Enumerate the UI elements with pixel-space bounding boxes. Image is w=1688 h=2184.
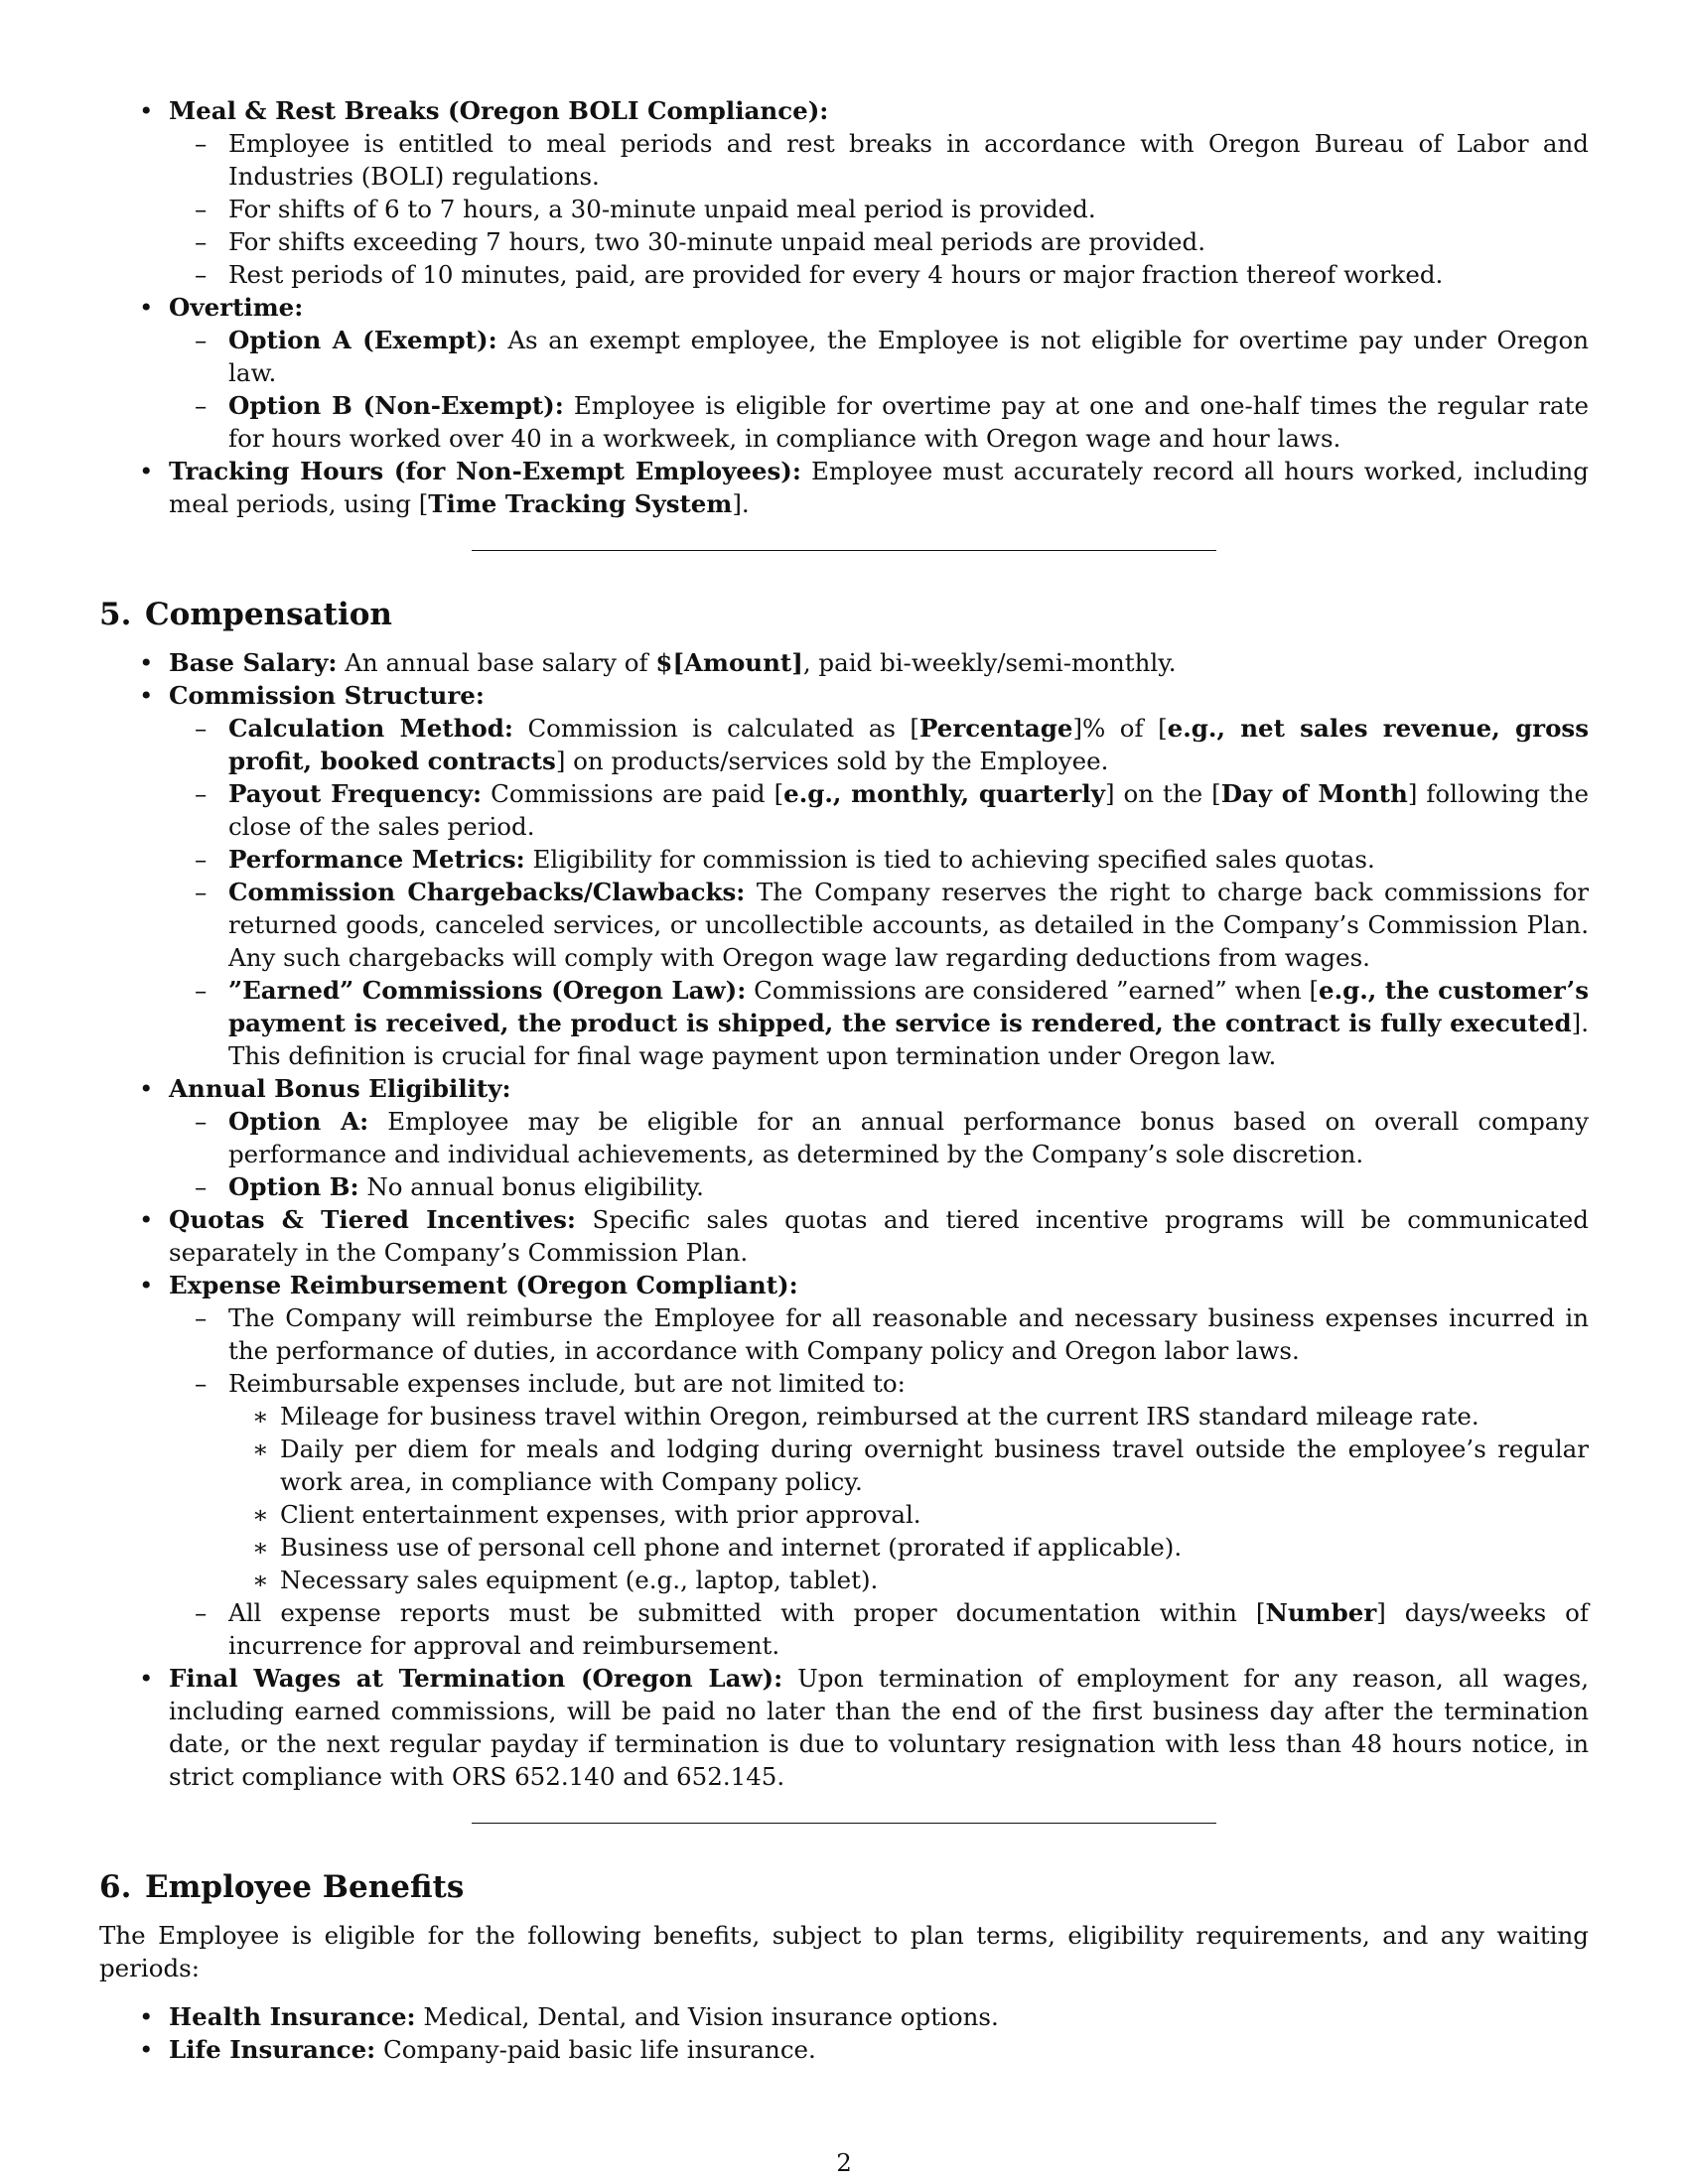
sublist-item: [99, 324, 1589, 389]
option-a-text: As an exempt employee, the Employee is not eligible for overtime pay under Oregon law.: [228, 326, 1589, 387]
text: ]. This definition is crucial for final wage payment upon termination under Oregon law.: [228, 1009, 1589, 1070]
expense-item-text: Client entertainment expenses, with prior approval.: [280, 1500, 921, 1529]
breaks-item-text: For shifts of 6 to 7 hours, a 30-minute unpaid meal period is provided.: [228, 195, 1096, 223]
asterisk-icon: ∗: [252, 1402, 269, 1431]
sublist-item: [99, 127, 1589, 193]
option-a-label: Option A (Exempt):: [228, 326, 497, 354]
text: , paid bi-weekly/semi-monthly.: [802, 648, 1177, 677]
commission-label: Commission Structure:: [169, 681, 485, 710]
dash-icon: –: [195, 845, 208, 874]
bracket: ].: [732, 489, 750, 518]
dash-icon: –: [195, 227, 208, 256]
list-item-health: [99, 2000, 1589, 2033]
sublist-item: [99, 389, 1589, 455]
tracking-system: Time Tracking System: [428, 489, 733, 518]
text: Reimbursable expenses include, but are not limited to:: [228, 1369, 906, 1398]
breaks-item-text: For shifts exceeding 7 hours, two 30-minute unpaid meal periods are provided.: [228, 227, 1206, 256]
text: ] on products/services sold by the Employee.: [555, 747, 1109, 775]
list-item-overtime: [99, 291, 1589, 324]
breaks-item-text: Employee is entitled to meal periods and rest breaks in accordance with Oregon Bureau of Labor and Industries (BOLI) regulations.: [228, 129, 1589, 191]
asterisk-icon: ∗: [252, 1434, 269, 1463]
quotas-label: Quotas & Tiered Incentives:: [169, 1205, 576, 1234]
base-salary-amount: $[Amount]: [655, 648, 803, 677]
final-wages-label: Final Wages at Termination (Oregon Law):: [169, 1664, 783, 1693]
sublist-item: [99, 225, 1589, 258]
bonus-label: Annual Bonus Eligibility:: [169, 1074, 511, 1103]
sublist-item: [99, 843, 1589, 876]
bracket: [: [418, 489, 429, 518]
bonus-a-label: Option A:: [228, 1107, 369, 1136]
subsublist-item: [99, 1564, 1589, 1596]
text: Eligibility for commission is tied to achieving specified sales quotas.: [524, 845, 1375, 874]
text: Commissions are considered ”earned” when [: [746, 976, 1320, 1005]
dash-icon: –: [195, 129, 208, 158]
expense-reports-number: Number: [1265, 1598, 1377, 1627]
bullet-icon: •: [139, 2002, 154, 2031]
sublist-item: [99, 876, 1589, 974]
chargeback-label: Commission Chargebacks/Clawbacks:: [228, 878, 746, 906]
calc-basis: e.g., net sales revenue, gross profit, booked contracts: [228, 714, 1589, 775]
dash-icon: –: [195, 976, 208, 1005]
tracking-text: Employee must accurately record all hours worked, including meal periods, using: [169, 457, 1589, 518]
option-b-label: Option B (Non-Exempt):: [228, 391, 564, 420]
section-number: 5.: [99, 597, 132, 632]
payout-label: Payout Frequency:: [228, 779, 483, 808]
list-item-base-salary: [99, 646, 1589, 679]
sublist-item: [99, 1367, 1589, 1400]
list-item-expense: [99, 1269, 1589, 1301]
expense-item-text: Daily per diem for meals and lodging during overnight business travel outside the employee’s regular work area, in compliance with Company policy.: [280, 1434, 1589, 1496]
tracking-label: Tracking Hours (for Non-Exempt Employees):: [169, 457, 801, 485]
text: Specific sales quotas and tiered incentive programs will be communicated separately in the Company’s Commission Plan.: [169, 1205, 1589, 1267]
sublist-item: [99, 258, 1589, 291]
subsublist-item: [99, 1433, 1589, 1498]
sublist-item: [99, 1170, 1589, 1203]
calc-label: Calculation Method:: [228, 714, 513, 743]
list-item-tracking: [99, 455, 1589, 520]
sublist-item: [99, 1105, 1589, 1170]
expense-item-text: Mileage for business travel within Oregon, reimbursed at the current IRS standard mileage rate.: [280, 1402, 1479, 1431]
payout-day: Day of Month: [1220, 779, 1408, 808]
dash-icon: –: [195, 326, 208, 354]
bullet-icon: •: [139, 1074, 154, 1103]
sublist-item: [99, 1596, 1589, 1662]
dash-icon: –: [195, 1107, 208, 1136]
expense-item-text: Business use of personal cell phone and internet (prorated if applicable).: [280, 1533, 1183, 1562]
payout-frequency: e.g., monthly, quarterly: [783, 779, 1105, 808]
sublist-item: [99, 777, 1589, 843]
text: The Company will reimburse the Employee for all reasonable and necessary business expenses incurred in the performance of duties, in accordance with Company policy and Oregon labor laws.: [228, 1303, 1589, 1365]
list-item-quotas: [99, 1203, 1589, 1269]
expense-label: Expense Reimbursement (Oregon Compliant):: [169, 1271, 798, 1299]
bullet-icon: •: [139, 681, 154, 710]
bullet-icon: •: [139, 293, 154, 322]
dash-icon: –: [195, 779, 208, 808]
dash-icon: –: [195, 260, 208, 289]
text: ] following the close of the sales period.: [228, 779, 1589, 841]
section-number: 6.: [99, 1869, 132, 1905]
overtime-label: Overtime:: [169, 293, 304, 322]
sublist-item: [99, 712, 1589, 777]
breaks-label: Meal & Rest Breaks (Oregon BOLI Compliance):: [169, 96, 829, 125]
text: ] days/weeks of incurrence for approval and reimbursement.: [228, 1598, 1589, 1660]
bullet-icon: •: [139, 2035, 154, 2064]
text: Company-paid basic life insurance.: [375, 2035, 816, 2064]
asterisk-icon: ∗: [252, 1533, 269, 1562]
text: Commissions are paid [: [482, 779, 784, 808]
expense-item-text: Necessary sales equipment (e.g., laptop, tablet).: [280, 1566, 879, 1594]
text: ] on the [: [1104, 779, 1221, 808]
list-item-life: [99, 2033, 1589, 2066]
page-number: 2: [836, 2148, 852, 2177]
subsublist-item: [99, 1498, 1589, 1531]
dash-icon: –: [195, 1598, 208, 1627]
list-item-final-wages: [99, 1662, 1589, 1793]
subsublist-item: [99, 1400, 1589, 1433]
text: Medical, Dental, and Vision insurance options.: [415, 2002, 999, 2031]
bullet-icon: •: [139, 1664, 154, 1693]
dash-icon: –: [195, 195, 208, 223]
metrics-label: Performance Metrics:: [228, 845, 525, 874]
list-item-bonus: [99, 1072, 1589, 1105]
sublist-item: [99, 974, 1589, 1072]
calc-percentage: Percentage: [918, 714, 1073, 743]
dash-icon: –: [195, 1172, 208, 1201]
bullet-icon: •: [139, 1205, 154, 1234]
section-6-intro: The Employee is eligible for the following benefits, subject to plan terms, eligibility requirements, and any waiting periods:: [99, 1921, 1589, 1982]
breaks-item-text: Rest periods of 10 minutes, paid, are provided for every 4 hours or major fraction thereof worked.: [228, 260, 1444, 289]
text: Upon termination of employment for any reason, all wages, including earned commissions, will be paid no later than the end of the first business day after the termination date, or the next regular payday if termination is due to voluntary resignation with less than 48 hours notice, in strict compliance with ORS 652.140 and 652.145.: [169, 1664, 1589, 1791]
dash-icon: –: [195, 1369, 208, 1398]
text: ]% of [: [1072, 714, 1168, 743]
text: All expense reports must be submitted with proper documentation within [: [228, 1598, 1266, 1627]
document-page: [99, 94, 1589, 2066]
dash-icon: –: [195, 714, 208, 743]
text: An annual base salary of: [337, 648, 656, 677]
health-label: Health Insurance:: [169, 2002, 416, 2031]
sublist-item: [99, 193, 1589, 225]
sublist-item: [99, 1301, 1589, 1367]
text: No annual bonus eligibility.: [358, 1172, 704, 1201]
bullet-icon: •: [139, 457, 154, 485]
section-title: Employee Benefits: [145, 1869, 465, 1905]
bullet-icon: •: [139, 1271, 154, 1299]
text: Commission is calculated as [: [512, 714, 919, 743]
option-b-text: Employee is eligible for overtime pay at one and one-half times the regular rate for hours worked over 40 in a workweek, in compliance with Oregon wage and hour laws.: [228, 391, 1589, 453]
list-item-breaks: [99, 94, 1589, 127]
asterisk-icon: ∗: [252, 1500, 269, 1529]
subsublist-item: [99, 1531, 1589, 1564]
earned-label: ”Earned” Commissions (Oregon Law):: [228, 976, 747, 1005]
earned-examples: e.g., the customer’s payment is received, the product is shipped, the service is rendered, the contract is fully executed: [228, 976, 1590, 1037]
dash-icon: –: [195, 391, 208, 420]
text: Employee may be eligible for an annual performance bonus based on overall company performance and individual achievements, as determined by the Company’s sole discretion.: [228, 1107, 1589, 1168]
asterisk-icon: ∗: [252, 1566, 269, 1594]
section-5-heading: [99, 595, 1589, 634]
base-salary-label: Base Salary:: [169, 648, 338, 677]
dash-icon: –: [195, 878, 208, 906]
list-item-commission: [99, 679, 1589, 712]
section-title: Compensation: [145, 597, 392, 632]
dash-icon: –: [195, 1303, 208, 1332]
bullet-icon: •: [139, 648, 154, 677]
life-label: Life Insurance:: [169, 2035, 376, 2064]
text: The Company reserves the right to charge back commissions for returned goods, canceled services, or uncollectible accounts, as detailed in the Company’s Commission Plan. Any such chargebacks will comply with Oregon wage law regarding deductions from wages.: [228, 878, 1589, 972]
bullet-icon: •: [139, 96, 154, 125]
section-6-heading: [99, 1867, 1589, 1907]
bonus-b-label: Option B:: [228, 1172, 359, 1201]
